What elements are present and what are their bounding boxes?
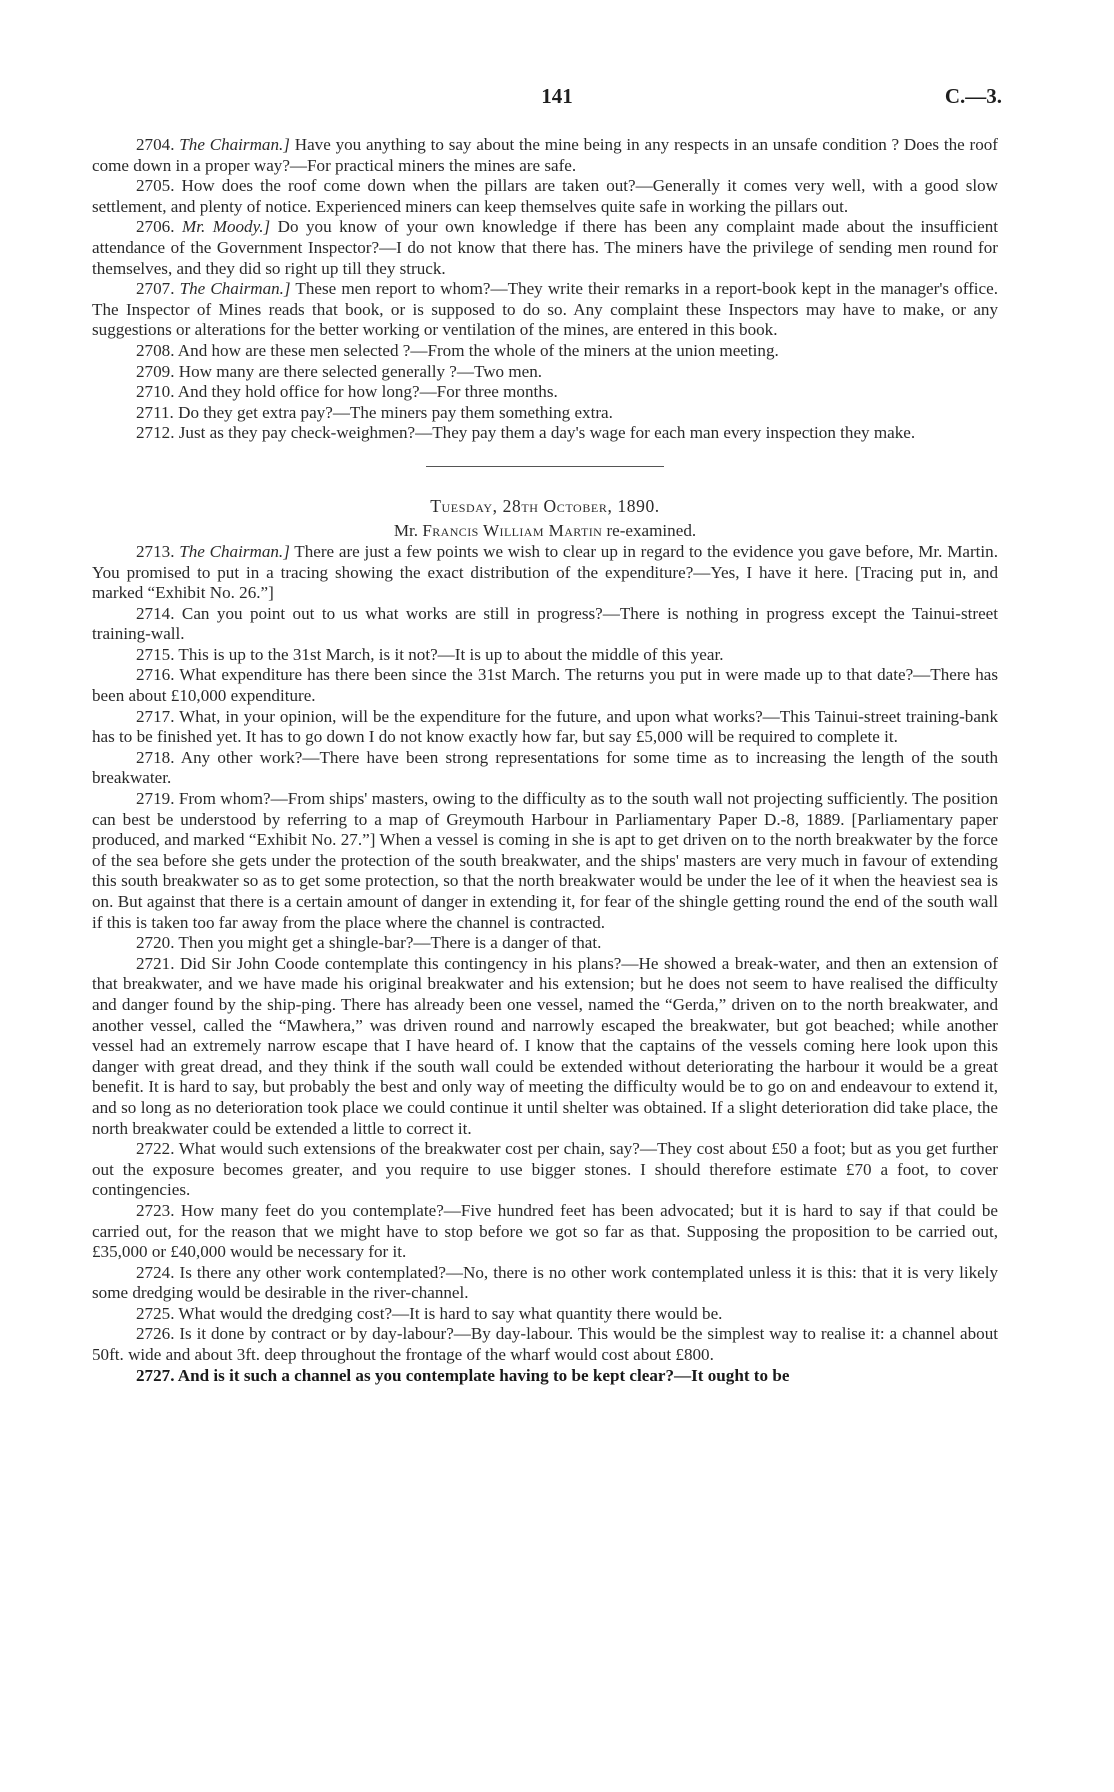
question-paragraph xyxy=(92,176,998,217)
question-paragraph xyxy=(92,1263,998,1304)
question-number: 2718. xyxy=(136,747,175,767)
speaker-name: The Chairman.] xyxy=(179,279,291,299)
question-paragraph xyxy=(92,604,998,645)
page-number: 141 xyxy=(541,84,573,108)
question-number: 2708. xyxy=(136,340,175,360)
question-number: 2719. xyxy=(136,789,175,809)
evidence-section-2 xyxy=(92,542,998,1386)
question-paragraph xyxy=(92,1139,998,1201)
question-number: 2727. xyxy=(136,1365,175,1385)
document-reference: C.—3. xyxy=(944,84,1002,108)
question-number: 2710. xyxy=(136,382,175,402)
question-paragraph xyxy=(92,645,998,666)
question-text: What would such extensions of the breakwater cost per chain, say?—They cost about £50 a foot; but as you get further out the exposure becomes greater, and you require to use bigger stones. I should therefore estimate £70 a foot, to cover contingencies. xyxy=(92,1139,998,1200)
question-text: Then you might get a shingle-bar?—There is a danger of that. xyxy=(174,933,602,953)
question-text: How does the roof come down when the pillars are taken out?—Generally it comes very well, with a good slow settlement, and plenty of notice. Experienced miners can keep themselves quite safe in working the pillars out. xyxy=(92,176,998,216)
question-number: 2714. xyxy=(136,603,175,623)
question-paragraph xyxy=(92,1324,998,1365)
question-text: And is it such a channel as you contemplate having to be kept clear?—It ought to be xyxy=(174,1365,790,1385)
question-paragraph xyxy=(92,707,998,748)
question-paragraph xyxy=(92,954,998,1139)
speaker-name: Mr. Moody.] xyxy=(181,217,271,237)
question-number: 2707. xyxy=(136,279,175,299)
question-paragraph xyxy=(92,341,998,362)
witness-prefix: Mr. xyxy=(393,520,423,540)
question-number: 2720. xyxy=(136,933,175,953)
question-text: From whom?—From ships' masters, owing to the difficulty as to the south wall not projecting sufficiently. The position can best be understood by referring to a map of Greymouth Harbour in Parliamentary Paper D.-8, 1889. [Parliamentary paper produced, and marked “Exhibit No. 27.”] When a vessel is coming in she is apt to get driven on to the north breakwater by the force of the sea before she gets under the protection of the south breakwater, and the ships' masters are very much in favour of extending this south breakwater so as to get some protection, so that the north breakwater would be under the lee of it when the heaviest sea is on. But against that there is a certain amount of danger in extending it, for fear of the shingle getting round the end of the south wall if this is taken too far away from the place where the channel is contracted. xyxy=(92,789,998,932)
question-text: What would the dredging cost?—It is hard to say what quantity there would be. xyxy=(174,1303,723,1323)
question-number: 2726. xyxy=(136,1324,175,1344)
question-paragraph xyxy=(92,748,998,789)
question-paragraph xyxy=(92,665,998,706)
question-text: Do you know of your own knowledge if there has been any complaint made about the insufficient attendance of the Government Inspector?—I do not know that there has. The miners have the privilege of sending men round for themselves, and they did so right up till they struck. xyxy=(92,217,998,278)
question-number: 2705. xyxy=(136,176,175,196)
question-text: Did Sir John Coode contemplate this contingency in his plans?—He showed a break-water, and then an extension of that breakwater, and we have made his original breakwater and his extension; but he does not seem to have realised the difficulty and danger found by the ship-ping. There has already been one vessel, named the “Gerda,” driven on to the north breakwater, and another vessel, called the “Mawhera,” was driven round and narrowly escaped the breakwater, but got beached; while another vessel had an extremely narrow escape that I have heard of. I know that the captains of the vessels coming here look upon this danger with great dread, and they think if the south wall could be extended without deteriorating the harbour it would be a great benefit. It is hard to say, but probably the best and only way of meeting the difficulty would be to go on and endeavour to extend it, and so long as no deterioration took place we could continue it until shelter was obtained. If a slight deterioration did take place, the north breakwater could be extended a little to correct it. xyxy=(92,953,998,1138)
question-paragraph xyxy=(92,135,998,176)
question-text: What, in your opinion, will be the expenditure for the future, and upon what works?—This Tainui-street training-bank has to be finished yet. It has to go down I do not know exactly how far, but say £5,000 will be required to complete it. xyxy=(92,706,998,747)
question-text: Can you point out to us what works are still in progress?—There is nothing in progress except the Tainui-street training-wall. xyxy=(92,603,998,644)
question-text: And how are these men selected ?—From the whole of the miners at the union meeting. xyxy=(174,340,779,360)
question-number: 2715. xyxy=(136,644,175,664)
question-text: Do they get extra pay?—The miners pay them something extra. xyxy=(173,402,613,422)
question-paragraph xyxy=(92,933,998,954)
question-number: 2721. xyxy=(136,953,175,973)
question-number: 2713. xyxy=(136,541,175,561)
sitting-date-heading: Tuesday, 28th October, 1890. xyxy=(430,495,660,516)
witness-name: Francis William Martin xyxy=(422,520,603,540)
question-paragraph xyxy=(92,382,998,403)
speaker-name: The Chairman.] xyxy=(179,135,290,154)
question-number: 2704. xyxy=(136,135,175,154)
speaker-name: The Chairman.] xyxy=(179,541,290,561)
question-text: These men report to whom?—They write their remarks in a report-book kept in the manager's office. The Inspector of Mines reads that book, or is supposed to do so. Any complaint these Inspectors may have to make, or any suggestions or alterations for the better working or ventilation of the mines, are entered in this book. xyxy=(92,279,998,340)
question-number: 2711. xyxy=(136,402,174,422)
question-paragraph xyxy=(92,279,998,341)
question-paragraph xyxy=(92,217,998,279)
section-divider xyxy=(426,466,664,467)
question-text: What expenditure has there been since the 31st March. The returns you put in were made up to that date?—There has been about £10,000 expenditure. xyxy=(92,665,998,706)
question-text: And they hold office for how long?—For three months. xyxy=(174,382,558,402)
question-text: Have you anything to say about the mine being in any respects in an unsafe condition ? Does the roof come down in a proper way?—For practical miners the mines are safe. xyxy=(92,135,998,175)
question-number: 2723. xyxy=(136,1200,175,1220)
question-paragraph xyxy=(92,403,998,424)
question-number: 2706. xyxy=(136,217,175,237)
question-paragraph xyxy=(92,1366,998,1387)
question-paragraph xyxy=(92,1201,998,1263)
question-number: 2717. xyxy=(136,706,175,726)
witness-suffix: re-examined. xyxy=(602,520,697,540)
question-number: 2712. xyxy=(136,423,175,443)
question-number: 2725. xyxy=(136,1303,175,1323)
question-paragraph xyxy=(92,362,998,383)
question-paragraph xyxy=(92,423,998,444)
question-text: Is it done by contract or by day-labour?—By day-labour. This would be the simplest way to realise it: a channel about 50ft. wide and about 3ft. deep throughout the frontage of the wharf would cost about £800. xyxy=(92,1324,998,1365)
question-paragraph xyxy=(92,1304,998,1325)
question-number: 2716. xyxy=(136,665,175,685)
question-text: This is up to the 31st March, is it not?—It is up to about the middle of this year. xyxy=(174,644,724,664)
question-text: Is there any other work contemplated?—No, there is no other work contemplated unless it is this: that it is very likely some dredging would be desirable in the river-channel. xyxy=(92,1262,998,1303)
question-text: There are just a few points we wish to clear up in regard to the evidence you gave before, Mr. Martin. You promised to put in a tracing showing the exact distribution of the expenditure?—Yes, I have it here. [Tracing put in, and marked “Exhibit No. 26.”] xyxy=(92,541,998,603)
question-text: How many feet do you contemplate?—Five hundred feet has been advocated; but it is hard to say if that could be carried out, for the reason that we might have to stop before we got so far as that. Supposing the proposition to be carried out, £35,000 or £40,000 would be necessary for it. xyxy=(92,1200,998,1262)
witness-heading xyxy=(92,520,998,541)
question-number: 2722. xyxy=(136,1139,175,1159)
question-text: How many are there selected generally ?—Two men. xyxy=(174,361,543,381)
question-paragraph xyxy=(92,789,998,933)
question-number: 2709. xyxy=(136,361,175,381)
question-text: Any other work?—There have been strong representations for some time as to increasing the length of the south breakwater. xyxy=(92,747,998,788)
document-body xyxy=(92,135,998,1386)
question-number: 2724. xyxy=(136,1262,175,1282)
evidence-section-1 xyxy=(92,135,998,444)
question-text: Just as they pay check-weighmen?—They pay them a day's wage for each man every inspection they make. xyxy=(174,423,916,443)
question-paragraph xyxy=(92,542,998,604)
